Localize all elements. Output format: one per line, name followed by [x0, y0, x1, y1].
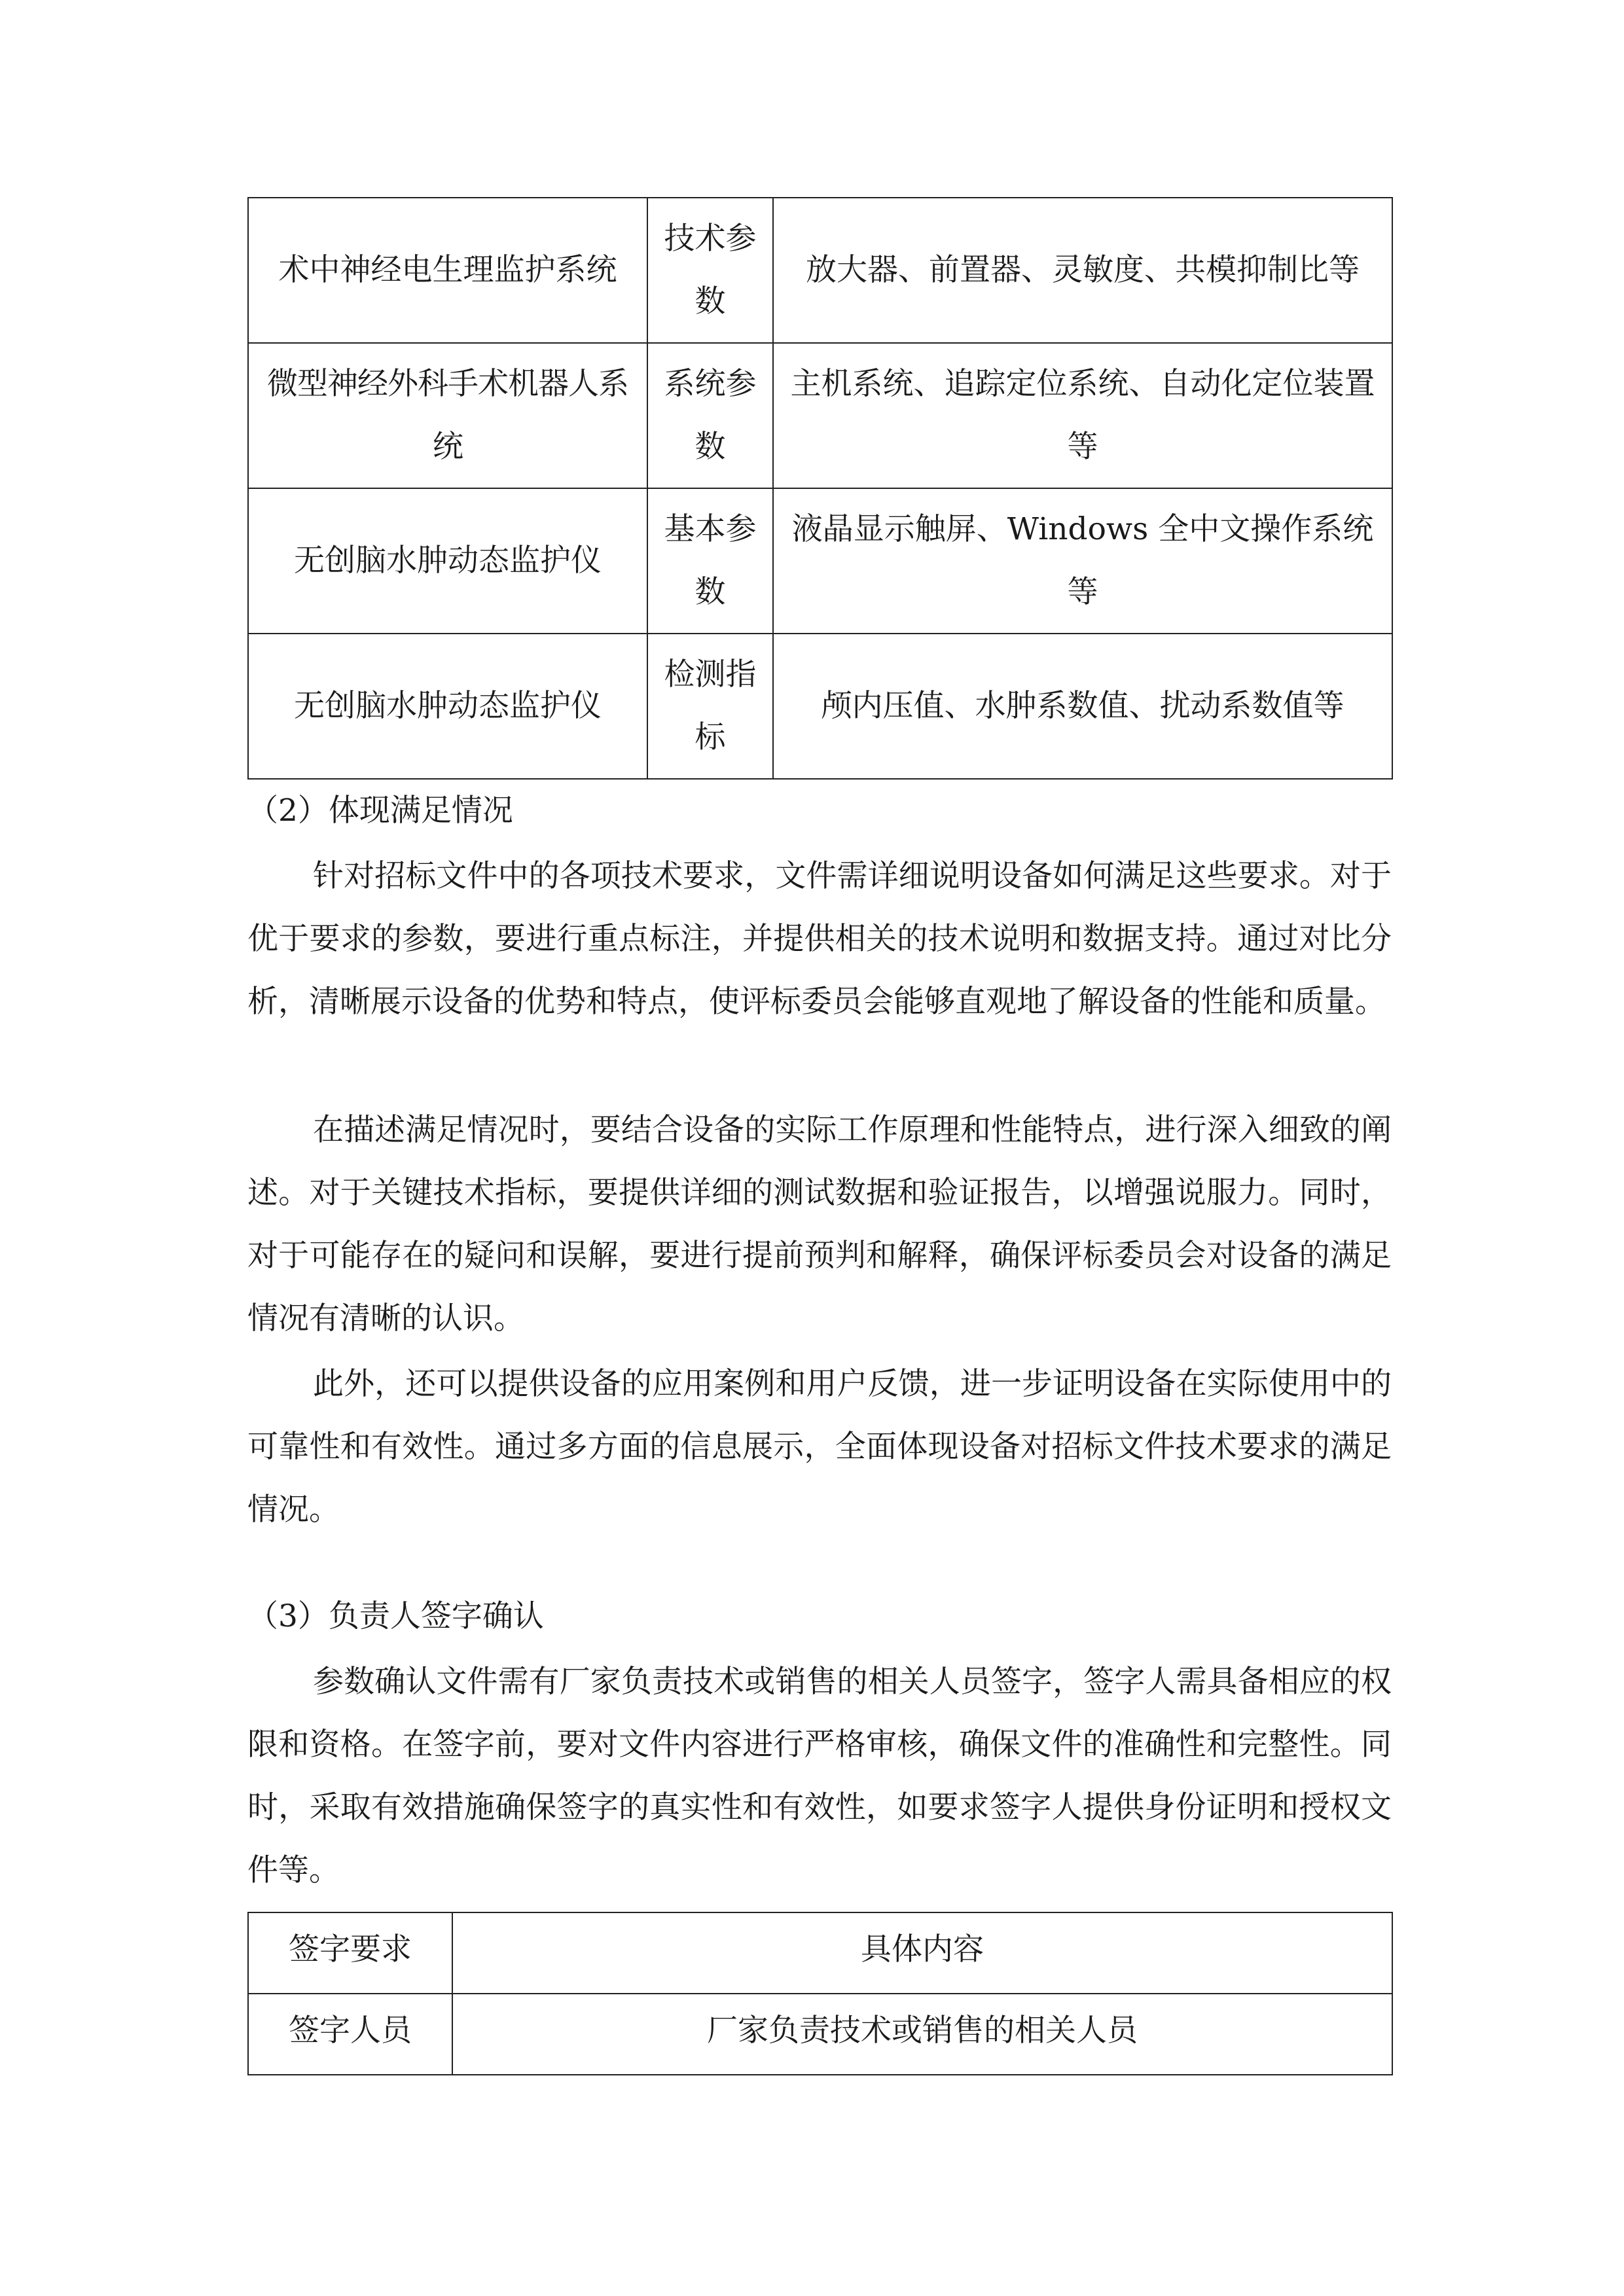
content-cell: 主机系统、追踪定位系统、自动化定位装置等: [773, 343, 1392, 488]
table-row: [248, 343, 1392, 488]
section-3-paragraph: 参数确认文件需有厂家负责技术或销售的相关人员签字，签字人需具备相应的权限和资格。在签字前，要对文件内容进行严格审核，确保文件的准确性和完整性。同时，采取有效措施确保签字的真实性和有效性，如要求签字人提供身份证明和授权文件等。: [247, 1664, 1392, 1888]
table-row: [248, 198, 1392, 343]
header-cell: 签字要求: [248, 1912, 452, 1994]
device-cell: 无创脑水肿动态监护仪: [248, 488, 647, 634]
section-2-heading: （2）体现满足情况: [247, 793, 513, 829]
category-cell: 检测指标: [647, 634, 773, 779]
table-row: [248, 488, 1392, 634]
content-cell: 液晶显示触屏、Windows 全中文操作系统等: [773, 488, 1392, 634]
table-header-row: [248, 1912, 1392, 1994]
table-row: [248, 1994, 1392, 2075]
content-cell: 放大器、前置器、灵敏度、共模抑制比等: [773, 198, 1392, 343]
section-2-paragraph-3: 此外，还可以提供设备的应用案例和用户反馈，进一步证明设备在实际使用中的可靠性和有效性。通过多方面的信息展示，全面体现设备对招标文件技术要求的满足情况。: [247, 1366, 1392, 1528]
table-row: [248, 634, 1392, 779]
section-2-paragraph-1: 针对招标文件中的各项技术要求，文件需详细说明设备如何满足这些要求。对于优于要求的参数，要进行重点标注，并提供相关的技术说明和数据支持。通过对比分析，清晰展示设备的优势和特点，使评标委员会能够直观地了解设备的性能和质量。: [247, 858, 1392, 1020]
section-2-paragraph-2: 在描述满足情况时，要结合设备的实际工作原理和性能特点，进行深入细致的阐述。对于关键技术指标，要提供详细的测试数据和验证报告，以增强说服力。同时，对于可能存在的疑问和误解，要进行提前预判和解释，确保评标委员会对设备的满足情况有清晰的认识。: [247, 1112, 1392, 1336]
device-cell: 术中神经电生理监护系统: [248, 198, 647, 343]
parameter-table: [247, 197, 1393, 780]
signer-label-cell: 签字人员: [248, 1994, 452, 2075]
category-cell: 技术参数: [647, 198, 773, 343]
category-cell: 系统参数: [647, 343, 773, 488]
device-cell: 微型神经外科手术机器人系统: [248, 343, 647, 488]
section-3-heading: （3）负责人签字确认: [247, 1598, 544, 1634]
header-cell: 具体内容: [452, 1912, 1392, 1994]
content-cell: 颅内压值、水肿系数值、扰动系数值等: [773, 634, 1392, 779]
category-cell: 基本参数: [647, 488, 773, 634]
device-cell: 无创脑水肿动态监护仪: [248, 634, 647, 779]
signer-value-cell: 厂家负责技术或销售的相关人员: [452, 1994, 1392, 2075]
signature-table: [247, 1912, 1393, 2075]
